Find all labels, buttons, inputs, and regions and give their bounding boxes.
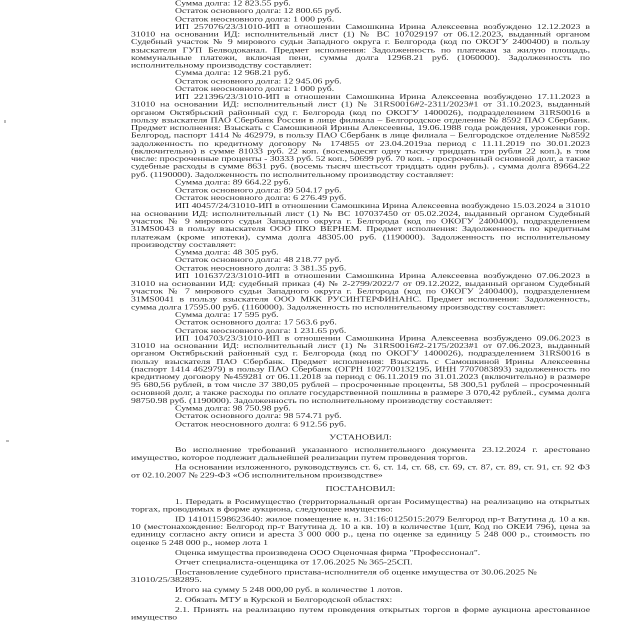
proceeding-text: ИП 257076/23/31010-ИП в отношении Самошкина Ирина Алексеевна возбуждено 12.12.2023 в 31010 на основании ИД: исполнительный лист (1) № ВС 107029197 от 06.12.2023, выданный органом Судебный участок № 9 мирового судьи Западного округа г. Белгорода (код по ОКОГУ 2400400) в пользу взыскателя ГУП Белводоканал. Предмет исполнения: Задолженность по платежам за жилую площадь, коммунальные платежи, включая пени, суммы долга 12968.21 руб. (1060000). Задолженность по исполнительному производству составляет: bbox=[131, 22, 590, 70]
paragraph: Итого на сумму 5 248 000,00 руб. в количестве 1 лотов. bbox=[175, 585, 403, 595]
sum-line: Остаток основного долга: 89 504.17 руб. bbox=[175, 186, 342, 195]
sum-line: Сумма долга: 17 595 руб. bbox=[175, 310, 279, 320]
sum-line: Остаток основного долга: 12 800.65 руб. bbox=[175, 7, 342, 16]
sum-line: Остаток основного долга: 48 218.77 руб. bbox=[175, 256, 342, 265]
paragraph: Во исполнение требований указанного исполнительного документа 23.12.2024 г. арестовано имущество, которое подлежит дальнейшей реализации путем проведения торгов. bbox=[131, 446, 590, 463]
proceeding-text: ИП 40457/24/31010-ИП в отношении Самошкина Ирина Алексеевна возбуждено 15.03.2024 в 31010 на основании ИД: исполнительный лист (1) № ВС 107037450 от 05.02.2024, выданный органом Судебный участок № 9 мирового судьи Западного округа г. Белгорода (код по ОКОГУ 2400400), подразделением 31MS0043 в пользу взыскателя ООО ПКО ВЕРНЕМ. Предмет исполнения: Задолженность по кредитным платежам (кроме ипотеки), сумма долга 48305.00 руб. (1190000). Задолженность по исполнительному производству составляет: bbox=[131, 201, 590, 250]
scan-artifact bbox=[6, 440, 9, 442]
section-heading-postanovil: ПОСТАНОВИЛ: bbox=[325, 484, 396, 493]
sum-line: Остаток неосновного долга: 6 912.56 руб. bbox=[175, 419, 347, 429]
sum-line: Остаток неосновного долга: 3 381.35 руб. bbox=[175, 264, 347, 273]
paragraph: Постановление судебного пристава-исполнителя об оценке имущества от 30.06.2025 № 31010/25/382895. bbox=[131, 568, 537, 585]
proceeding-entry bbox=[131, 23, 590, 93]
property-description: ID 141011598623640: жилое помещение к. н. 31:16:0125015:2079 Белгород пр-т Ватутина д. 10 а кв. 10 (местонахождение: Белгород пр-т Ватутина д. 10 а кв. 10) в количестве 1(шт, Код по ОКЕИ 796), цена за единицу согласно акту описи и ареста 3 000 000 р., цена по оценке за единицу 5 248 000 р., стоимость по оценке 5 248 000 р., номер лота 1 bbox=[131, 515, 590, 547]
section-heading-ustanovil: УСТАНОВИЛ: bbox=[329, 433, 392, 442]
paragraph: Оценка имущества произведена ООО Оценочная фирма "Профессионал". bbox=[175, 548, 481, 557]
sum-line: Сумма долга: 89 664.22 руб. bbox=[175, 178, 291, 187]
sum-line: Остаток неосновного долга: 1 000 руб. bbox=[175, 84, 335, 94]
sum-line: Остаток основного долга: 98 574.71 руб. bbox=[175, 412, 342, 421]
sum-line: Остаток неосновного долга: 6 276.49 руб. bbox=[175, 193, 347, 203]
sum-line: Остаток основного долга: 12 945.06 руб. bbox=[175, 77, 342, 86]
scan-artifact bbox=[4, 120, 6, 123]
proceeding-entry bbox=[131, 93, 590, 202]
paragraph: 2.1. Принять на реализацию путем проведения открытых торгов в форме аукциона арестованное имущество bbox=[131, 605, 590, 622]
paragraph: 2. Обязать МТУ в Курской и Белгородской областях: bbox=[175, 595, 393, 605]
document-page bbox=[131, 0, 590, 624]
sum-line: Остаток неосновного долга: 1 231.65 руб. bbox=[175, 326, 347, 335]
sum-line: Остаток основного долга: 17 563.6 руб. bbox=[175, 318, 337, 327]
proceeding-text: ИП 101637/23/31010-ИП в отношении Самошкина Ирина Алексеевна возбуждено 07.06.2023 в 31010 на основании ИД: судебный приказ (4) № 2-2799/2022/7 от 09.12.2022, выданный органом Судебный участок № 7 мирового судьи Западного округа г. Белгорода (код по ОКОГУ 2400400), подразделением 31MS0041 в пользу взыскателя ООО МКК РУСИНТЕРФИНАНС. Предмет исполнения: Задолженность, сумма долга 17595.00 руб. (1160000). Задолженность по исполнительному производству составляет: bbox=[131, 271, 590, 312]
paragraph: 1. Передать в Росимущество (территориальный орган Росимущества) на реализацию на открытых торгах, проводимых в форме аукциона, следующее имущество: bbox=[131, 497, 590, 514]
proceeding-text: ИП 104703/23/31010-ИП в отношении Самошкина Ирина Алексеевна возбуждено 09.06.2023 в 31010 на основании ИД: исполнительный лист (1) № 31RS0016#2-2175/2023#1 от 07.06.2023, выданный органом Октябрьский районный суд г. Белгорода (код по ОКОГУ 1400026), подразделением 31RS0016 в пользу взыскателя ПАО Сбербанк. Предмет исполнения: Взыскать с Самошкиной Ирины Алексеевны (паспорт 1414 462979) в пользу ПАО Сбербанк (ОГРН 1027700132195, ИНН 7707083893) задолженность по кредитному договору №459281 от 06.11.2018 за период с 06.11.2019 по 31.01.2023 (включительно) в размере 95 680,56 рублей, в том числе 37 380,05 рублей – просроченные проценты, 58 300,51 рублей – просроченный основной долг, а также расходы по оплате государственной пошлины в размере 3 070,42 рублей., сумма долга 98750.98 руб. (1190000). Задолженность по исполнительному производству составляет: bbox=[131, 334, 590, 405]
head-sums bbox=[131, 0, 590, 23]
sum-line: Сумма долга: 12 968.21 руб. bbox=[175, 69, 291, 78]
proceedings-list bbox=[131, 23, 590, 428]
paragraph: На основании изложенного, руководствуясь ст. 6, ст. 14, ст. 68, ст. 69, ст. 87, ст. 89, ст. 91, ст. 92 ФЗ от 02.10.2007 № 229-ФЗ «Об исполнительном производстве» bbox=[131, 463, 590, 480]
sum-line: Сумма долга: 48 305 руб. bbox=[175, 248, 279, 257]
sum-line: Остаток неосновного долга: 1 000 руб. bbox=[175, 14, 335, 24]
paragraph: Отчет специалиста-оценщика от 17.06.2025 № 365-25СП. bbox=[175, 558, 413, 567]
proceeding-entry bbox=[131, 335, 590, 428]
proceeding-entry bbox=[131, 273, 590, 335]
sum-line: Сумма долга: 98 750.98 руб. bbox=[175, 404, 291, 413]
sum-line: Сумма долга: 12 823.55 руб. bbox=[175, 0, 291, 8]
proceeding-entry bbox=[131, 203, 590, 273]
proceeding-text: ИП 221396/23/31010-ИП в отношении Самошкина Ирина Алексеевна возбуждено 17.11.2023 в 31010 на основании ИД: исполнительный лист (1) № 31RS0016#2-2311/2023#1 от 31.10.2023, выданный органом Октябрьский районный суд г. Белгорода (код по ОКОГУ 1400026), подразделением 31RS0016 в пользу взыскателя ПАО Сбербанк России в лице филиала – Белгородское отделение № 8592 ПАО Сбербанк. Предмет исполнения: Взыскать с Самошкиной Ирины Алексеевны, 19.06.1988 года рождения, уроженки гор. Белгород, паспорт 1414 № 462979, в пользу ПАО Сбербанк в лице филиала – Белгородское отделение №8592 задолженность по кредитному договору № 174855 от 23.04.2019за период с 11.11.2019 по 30.01.2023 (включительно) в сумме 81033 руб. 22 коп. (восемьдесят одну тысячу тридцать три рубля 22 коп.), в том числе: просроченные проценты - 30333 руб. 52 коп., 50699 руб. 70 коп. - просроченный основной долг, а также судебные расходы в сумме 8631 руб. (восемь тысяч шестьсот тридцать один рубль). , сумма долга 89664.22 руб. (1190000). Задолженность по исполнительному производству составляет: bbox=[131, 92, 590, 179]
